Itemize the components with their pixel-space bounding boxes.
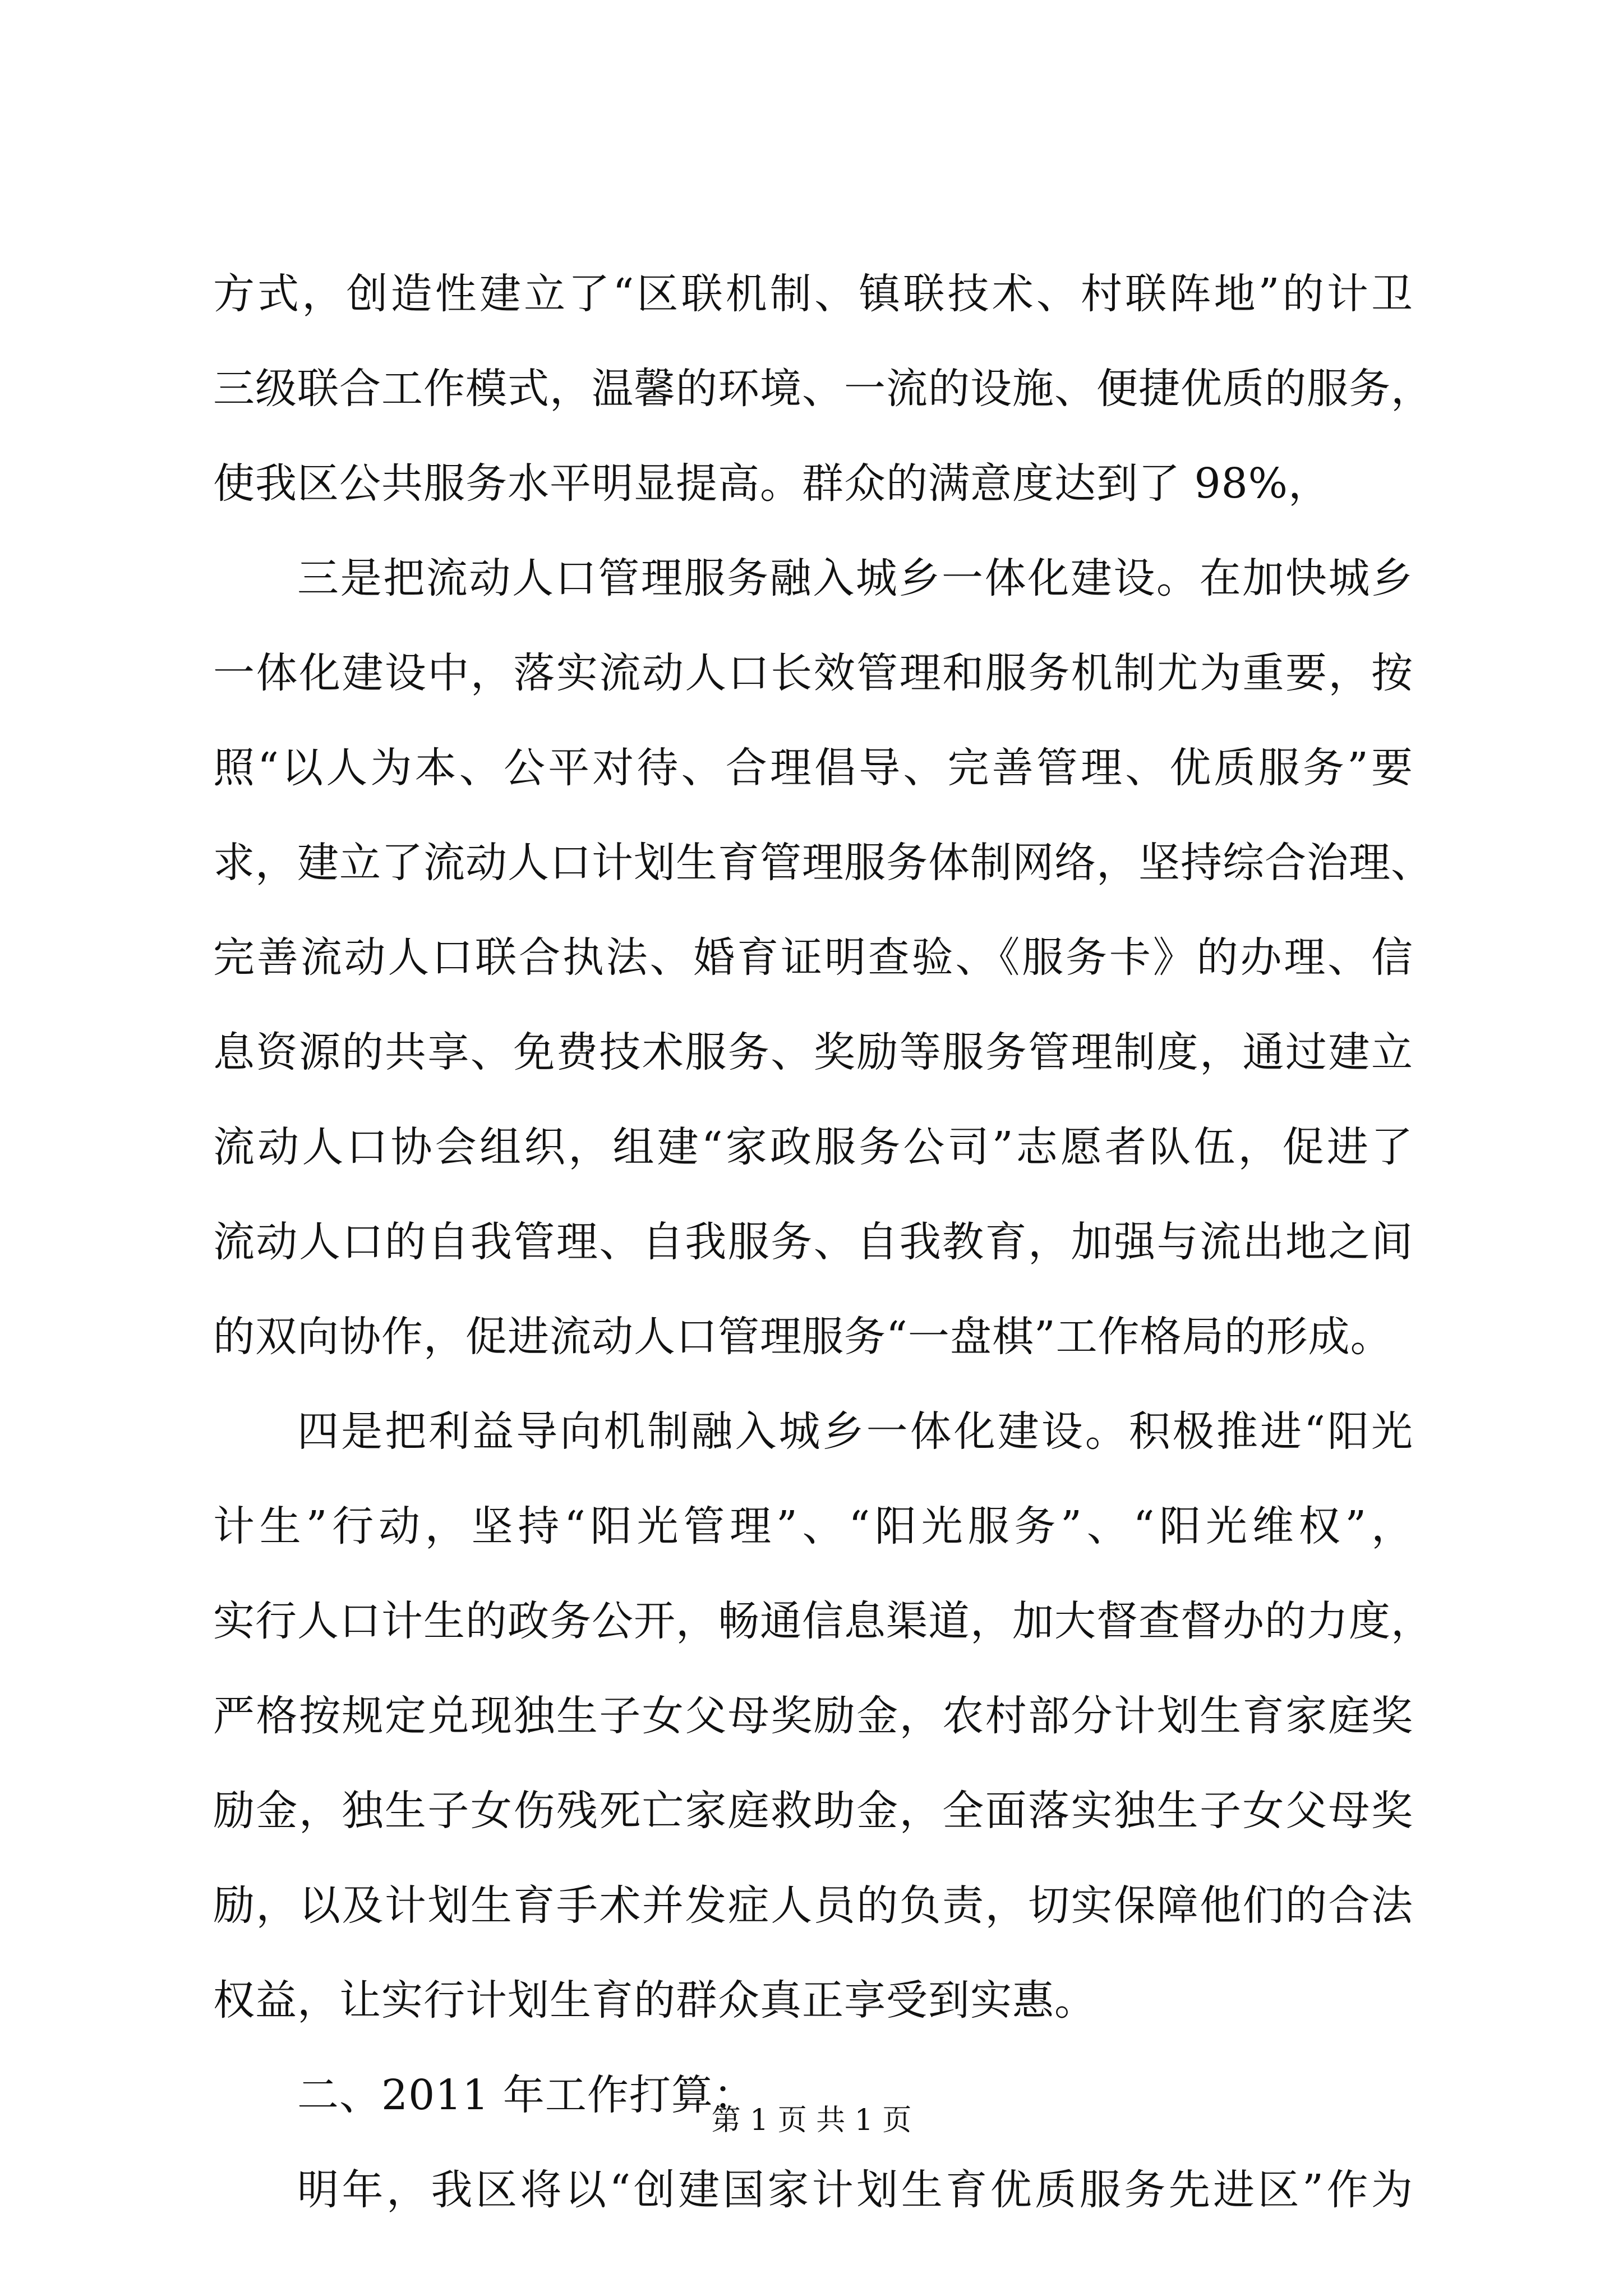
paragraph-line: 方式，创造性建立了“区联机制、镇联技术、村联阵地”的计卫	[213, 270, 1413, 318]
paragraph-line: 三级联合工作模式，温馨的环境、一流的设施、便捷优质的服务，	[213, 365, 1433, 413]
paragraph-line: 使我区公共服务水平明显提高。群众的满意度达到了 98%，	[213, 459, 1330, 508]
paragraph-line: 严格按规定兑现独生子女父母奖励金，农村部分计划生育家庭奖	[213, 1692, 1413, 1740]
paragraph-line: 四是把利益导向机制融入城乡一体化建设。积极推进“阳光	[297, 1407, 1413, 1456]
paragraph-line: 照“以人为本、公平对待、合理倡导、完善管理、优质服务”要	[213, 744, 1413, 792]
paragraph-line: 实行人口计生的政务公开，畅通信息渠道，加大督查督办的力度，	[213, 1597, 1433, 1645]
paragraph-line: 流动人口协会组织，组建“家政服务公司”志愿者队伍，促进了	[213, 1123, 1413, 1171]
section-heading: 二、2011 年工作打算：	[297, 2071, 755, 2119]
document-body	[213, 247, 1433, 2238]
paragraph-line: 励金，独生子女伤残死亡家庭救助金，全面落实独生子女父母奖	[213, 1787, 1413, 1835]
paragraph-line: 息资源的共享、免费技术服务、奖励等服务管理制度，通过建立	[213, 1028, 1413, 1076]
paragraph-line: 的双向协作，促进流动人口管理服务“一盘棋”工作格局的形成。	[213, 1313, 1393, 1361]
paragraph-line: 完善流动人口联合执法、婚育证明查验、《服务卡》的办理、信	[213, 933, 1413, 982]
paragraph-line: 求，建立了流动人口计划生育管理服务体制网络，坚持综合治理、	[213, 839, 1433, 887]
page-footer: 第 1 页 共 1 页	[711, 2104, 912, 2137]
paragraph-line: 励，以及计划生育手术并发症人员的负责，切实保障他们的合法	[213, 1881, 1413, 1930]
paragraph-line: 权益，让实行计划生育的群众真正享受到实惠。	[213, 1976, 1096, 2024]
paragraph-line: 明年，我区将以“创建国家计划生育优质服务先进区”作为	[297, 2166, 1413, 2214]
paragraph-line: 一体化建设中，落实流动人口长效管理和服务机制尤为重要，按	[213, 649, 1413, 697]
paragraph-line: 三是把流动人口管理服务融入城乡一体化建设。在加快城乡	[297, 554, 1413, 602]
paragraph-line: 流动人口的自我管理、自我服务、自我教育，加强与流出地之间	[213, 1218, 1413, 1266]
paragraph-line: 计生”行动，坚持“阳光管理”、“阳光服务”、“阳光维权”，	[213, 1502, 1413, 1550]
